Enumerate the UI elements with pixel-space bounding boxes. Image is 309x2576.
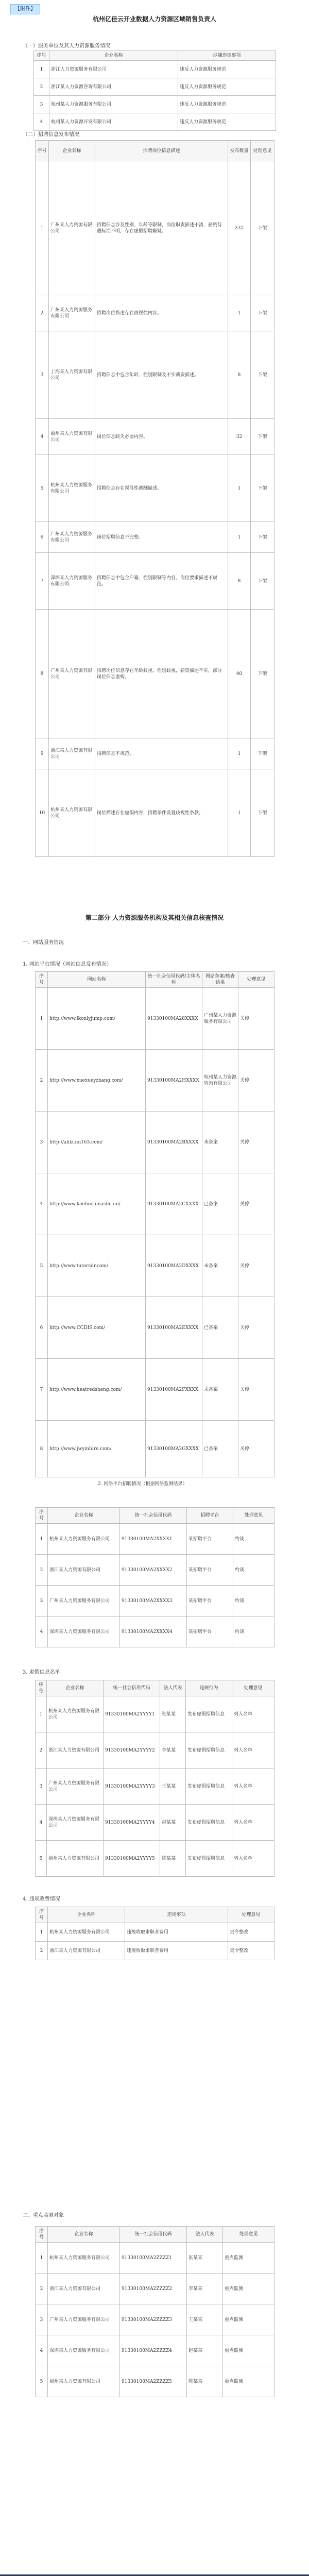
- table-cell: 1: [36, 1524, 48, 1555]
- table-cell: 3: [34, 96, 49, 113]
- table-row: [36, 1841, 274, 1877]
- table-cell: 91330100MA2ZZZZ1: [120, 2243, 187, 2274]
- table-cell: 下架: [251, 610, 274, 738]
- table-row: [36, 1923, 274, 1942]
- table-cell: 下架: [251, 455, 274, 522]
- table-cell: 91330100MA2ZZZZ2: [120, 2274, 187, 2304]
- table-cell: 杭州某人力资源有限公司: [49, 769, 95, 857]
- table-cell: 91330100MA2XXXX1: [120, 1524, 187, 1555]
- table-cell: 232: [228, 161, 251, 295]
- table-row: [36, 1805, 274, 1841]
- table-header-row: [36, 972, 274, 988]
- table-cell: 浙江某人力资源咨询有限公司: [49, 78, 178, 96]
- table-header-row: [34, 51, 276, 61]
- table-row: [34, 113, 276, 131]
- table-cell: 广州某人力资源有限公司: [49, 161, 95, 295]
- violation-fees-title: 4. 违规收费情况: [23, 1896, 60, 1902]
- notice-title: 杭州亿佳云开业数据人力资源区域销售负责人: [92, 15, 216, 23]
- table-cell: 浙江某人力资源有限公司: [47, 1732, 104, 1769]
- false-info-title: 3. 虚假信息名单: [23, 1670, 60, 1675]
- false-info-table: [35, 1680, 274, 1877]
- table-cell: 重点监测: [223, 2366, 274, 2397]
- table-cell: 列入名单: [232, 1732, 274, 1769]
- table-cell: 关停: [238, 1235, 274, 1297]
- table-cell: 上海某人力资源有限公司: [49, 331, 95, 419]
- table-cell: 91330100MA2XXXX4: [120, 1617, 187, 1647]
- table-row: [34, 96, 276, 113]
- table-row: [36, 331, 274, 419]
- table-cell: http://www.tutorsdr.com/: [48, 1235, 146, 1297]
- table-row: [36, 1696, 274, 1732]
- table-cell: 某招聘平台: [187, 1524, 233, 1555]
- network-recruitment-table: [35, 1507, 274, 1647]
- table-cell: 1: [36, 988, 48, 1050]
- table-cell: 李某某: [187, 2274, 223, 2304]
- table-cell: 5: [36, 2366, 48, 2397]
- table-cell: 4: [34, 113, 49, 131]
- table-cell: 福州某人力资源有限公司: [49, 419, 95, 455]
- table-header-row: [36, 1907, 274, 1923]
- table-cell: http://www.CCDIS.com/: [48, 1297, 146, 1359]
- table-header-cell: 招聘岗位信息描述: [95, 141, 228, 161]
- table-cell: 91330100MA2ZZZZ4: [120, 2335, 187, 2366]
- table-cell: 91330100MA2YYYY3: [104, 1769, 160, 1805]
- table-cell: 91330100MA2BXXXX: [146, 1112, 202, 1173]
- table-cell: 1: [228, 295, 251, 331]
- table-header-cell: 处理意见: [228, 1907, 274, 1923]
- table-cell: 重点监测: [223, 2335, 274, 2366]
- table-header-cell: 企业名称: [47, 1680, 104, 1696]
- table-cell: 浙江某人力资源有限公司: [48, 1942, 125, 1960]
- part1-section2-title: （二）招聘信息发布情况: [23, 132, 79, 138]
- table-cell: 福州某人力资源有限公司: [47, 1841, 104, 1877]
- table-cell: 浙江某人力资源有限公司: [48, 1555, 120, 1586]
- table-cell: 重点监测: [223, 2304, 274, 2335]
- table-cell: 责令整改: [228, 1942, 274, 1960]
- table-header-cell: 违规行为: [186, 1680, 232, 1696]
- table-cell: 关停: [238, 1421, 274, 1477]
- table-cell: 未备案: [202, 1359, 238, 1421]
- table-cell: 赵某某: [160, 1805, 186, 1841]
- table-cell: 已备案: [202, 1173, 238, 1235]
- table-cell: 9: [36, 738, 49, 769]
- table-row: [36, 1297, 274, 1359]
- table-cell: 列入名单: [232, 1769, 274, 1805]
- table-header-cell: 处理意见: [251, 141, 274, 161]
- table-cell: 91330100MA2CXXXX: [146, 1173, 202, 1235]
- table-cell: 招聘信息存在误导性薪酬描述。: [95, 455, 228, 522]
- key-monitoring-table: [35, 2226, 274, 2397]
- table-cell: 5: [36, 1841, 47, 1877]
- table-cell: 张某某: [187, 2243, 223, 2274]
- table-cell: 岗位信息缺失必要内容。: [95, 419, 228, 455]
- table-cell: 深圳某人力资源服务有限公司: [49, 553, 95, 610]
- table-cell: 下架: [251, 769, 274, 857]
- table-header-cell: 企业名称: [48, 2227, 120, 2243]
- table-cell: 已备案: [202, 1421, 238, 1477]
- table-cell: http://www.xuexueyzhang.com/: [48, 1050, 146, 1112]
- table-row: [36, 1359, 274, 1421]
- table-cell: 杭州某人力资源服务有限公司: [48, 1524, 120, 1555]
- table-header-cell: 序号: [36, 1907, 48, 1923]
- table-cell: 91330100MA2YYYY1: [104, 1696, 160, 1732]
- table-row: [36, 738, 274, 769]
- table-row: [36, 1769, 274, 1805]
- table-cell: 广州某人力资源服务有限公司: [49, 295, 95, 331]
- table-row: [36, 455, 274, 522]
- table-row: [36, 161, 274, 295]
- table-header-cell: 涉嫌违规事项: [178, 51, 276, 61]
- attachment-badge: 【附件】: [10, 4, 40, 14]
- table-cell: 王某某: [187, 2304, 223, 2335]
- key-monitoring-title: 二、重点监测对象: [23, 2213, 64, 2218]
- table-cell: 1: [34, 61, 49, 78]
- table-row: [36, 1173, 274, 1235]
- table-cell: 2: [36, 2274, 48, 2304]
- table-cell: 1: [228, 738, 251, 769]
- table-row: [36, 522, 274, 553]
- website-table: [35, 971, 274, 1477]
- table-cell: 违规收取求职者费用: [125, 1942, 228, 1960]
- table-cell: 广州某人力资源服务有限公司: [202, 988, 238, 1050]
- table-cell: 8: [36, 1421, 48, 1477]
- table-cell: 发布虚假招聘信息: [186, 1841, 232, 1877]
- table-cell: 4: [36, 1805, 47, 1841]
- table-cell: 招聘信息中包含户籍、性别限制等内容，岗位要求描述不规范。: [95, 553, 228, 610]
- part1-section1-title: （一）服务单位及其人力资源服务情况: [23, 43, 110, 49]
- table-row: [34, 78, 276, 96]
- table-cell: 2: [36, 295, 49, 331]
- table-cell: 岗位招聘信息不完整。: [95, 522, 228, 553]
- table-cell: 招聘岗位信息存在年龄歧视、性别歧视，薪资描述不实，部分岗位信息虚构。: [95, 610, 228, 738]
- table-cell: 91330100MA2EXXXX: [146, 1297, 202, 1359]
- table-cell: 张某某: [160, 1696, 186, 1732]
- table-header-cell: 法人代表: [187, 2227, 223, 2243]
- table-cell: 杭州某人力资源开发有限公司: [49, 113, 178, 131]
- table-cell: 3: [36, 2304, 48, 2335]
- table-header-cell: 企业名称: [49, 141, 95, 161]
- table-cell: 3: [36, 1586, 48, 1617]
- table-header-cell: 网站备案/核查结果: [202, 972, 238, 988]
- table-cell: 下架: [251, 738, 274, 769]
- table-cell: 浙江人力资源服务有限公司: [49, 61, 178, 78]
- table-row: [36, 295, 274, 331]
- table-header-row: [36, 141, 274, 161]
- table-row: [36, 1555, 274, 1586]
- table-cell: 40: [228, 610, 251, 738]
- table-cell: 违反人力资源服务规范: [178, 61, 276, 78]
- table-row: [36, 2366, 274, 2397]
- table-cell: 1: [228, 769, 251, 857]
- table-row: [36, 1732, 274, 1769]
- table-cell: 王某某: [160, 1769, 186, 1805]
- part2-section1-subtitle: 1. 网站平台情况（网站信息发布情况）: [23, 962, 112, 967]
- table-row: [36, 1050, 274, 1112]
- table-header-cell: 序号: [36, 141, 49, 161]
- table-cell: 关停: [238, 1112, 274, 1173]
- table-header-cell: 序号: [36, 1508, 48, 1524]
- table-cell: 列入名单: [232, 1805, 274, 1841]
- table-header-cell: 序号: [36, 2227, 48, 2243]
- table-cell: 广州某人力资源有限公司: [49, 610, 95, 738]
- table-header-cell: 处理意见: [232, 1680, 274, 1696]
- table-cell: 关停: [238, 1050, 274, 1112]
- table-cell: 7: [36, 553, 49, 610]
- table-row: [36, 1617, 274, 1647]
- table-cell: 已备案: [202, 1297, 238, 1359]
- table-cell: 4: [36, 1173, 48, 1235]
- table-cell: 4: [36, 1617, 48, 1647]
- table-cell: 招聘信息不规范。: [95, 738, 228, 769]
- table-cell: http://www.jwyinhire.com/: [48, 1421, 146, 1477]
- table-header-cell: 招聘平台: [187, 1508, 233, 1524]
- table-cell: 某招聘平台: [187, 1555, 233, 1586]
- table-cell: 3: [36, 1769, 47, 1805]
- table-header-cell: 网站名称: [48, 972, 146, 988]
- table-cell: 深圳某人力资源服务有限公司: [48, 1617, 120, 1647]
- recruitment-info-table: [35, 140, 274, 857]
- table-cell: 招聘岗位描述存在歧视性内容。: [95, 295, 228, 331]
- table-cell: 杭州某人力资源服务有限公司: [48, 1923, 125, 1942]
- table-cell: 发布虚假招聘信息: [186, 1696, 232, 1732]
- table-row: [36, 1112, 274, 1173]
- table-cell: 列入名单: [232, 1841, 274, 1877]
- table-cell: 约谈: [233, 1586, 274, 1617]
- table-row: [36, 1235, 274, 1297]
- table-cell: 2: [36, 1050, 48, 1112]
- table-cell: 6: [36, 522, 49, 553]
- table-header-cell: 序号: [36, 972, 48, 988]
- table-cell: 广州某人力资源服务有限公司: [48, 1586, 120, 1617]
- table-cell: 未备案: [202, 1235, 238, 1297]
- table-cell: 4: [36, 419, 49, 455]
- table-cell: 广州某人力资源服务有限公司: [47, 1769, 104, 1805]
- table-cell: 违反人力资源服务规范: [178, 113, 276, 131]
- table-cell: 7: [36, 1359, 48, 1421]
- table-cell: 责令整改: [228, 1923, 274, 1942]
- table-cell: 关停: [238, 1359, 274, 1421]
- table-header-row: [36, 1508, 274, 1524]
- table-row: [36, 1586, 274, 1617]
- table-cell: http://www.keehechinaslm.cn/: [48, 1173, 146, 1235]
- table-cell: 招聘信息涉及性别、年龄等限制，岗位职责描述不清，薪资待遇标注不明，存在虚假招聘嫌疑。: [95, 161, 228, 295]
- table-row: [34, 61, 276, 78]
- table-cell: 91330100MA2FXXXX: [146, 1359, 202, 1421]
- table-cell: 列入名单: [232, 1696, 274, 1732]
- table-cell: 3: [36, 1112, 48, 1173]
- table-header-cell: 发布数量: [228, 141, 251, 161]
- table-cell: 1: [36, 1923, 48, 1942]
- table-cell: 陈某某: [187, 2366, 223, 2397]
- table-cell: 5: [36, 455, 49, 522]
- table-cell: 91330100MA2ZZZZ5: [120, 2366, 187, 2397]
- table-cell: 6: [36, 1297, 48, 1359]
- table-cell: 某招聘平台: [187, 1586, 233, 1617]
- table-header-cell: 企业名称: [49, 51, 178, 61]
- table-cell: 1: [36, 1696, 47, 1732]
- table-cell: 8: [228, 331, 251, 419]
- table-cell: 约谈: [233, 1524, 274, 1555]
- table-cell: 违反人力资源服务规范: [178, 78, 276, 96]
- table-header-cell: 处理意见: [233, 1508, 274, 1524]
- table-header-cell: 法人代表: [160, 1680, 186, 1696]
- part2-title: 第二部分 人力资源服务机构及其相关信息核查情况: [85, 914, 224, 921]
- table-cell: 某招聘平台: [187, 1617, 233, 1647]
- table-cell: 杭州某人力资源服务有限公司: [49, 96, 178, 113]
- table-row: [36, 2243, 274, 2274]
- table-cell: 2: [36, 1732, 47, 1769]
- table-cell: 关停: [238, 1173, 274, 1235]
- table-header-cell: 统一社会信用代码: [104, 1680, 160, 1696]
- table-header-cell: 统一社会信用代码: [120, 1508, 187, 1524]
- table-row: [36, 2274, 274, 2304]
- table-header-cell: 处理意见: [238, 972, 274, 988]
- network-monitoring-note: 2. 网络平台招聘情况（根据网络监测结果）: [98, 1481, 187, 1487]
- table-cell: 深圳某人力资源服务有限公司: [47, 1805, 104, 1841]
- table-cell: 91330100MA2GXXXX: [146, 1421, 202, 1477]
- table-row: [36, 988, 274, 1050]
- table-header-row: [36, 2227, 274, 2243]
- table-header-cell: 企业名称: [48, 1907, 125, 1923]
- table-cell: 5: [36, 1235, 48, 1297]
- table-cell: 关停: [238, 988, 274, 1050]
- table-cell: 1: [36, 161, 49, 295]
- table-cell: 杭州某人力资源服务有限公司: [47, 1696, 104, 1732]
- table-cell: 岗位描述存在虚假内容，招聘条件设置歧视性条款。: [95, 769, 228, 857]
- table-cell: 2: [34, 78, 49, 96]
- table-cell: 91330100MA2YYYY4: [104, 1805, 160, 1841]
- table-cell: http://www.heatredsheng.com/: [48, 1359, 146, 1421]
- table-cell: 招聘信息中包含年龄、性别限制及不实薪资描述。: [95, 331, 228, 419]
- table-cell: 下架: [251, 419, 274, 455]
- table-cell: 下架: [251, 161, 274, 295]
- table-cell: 李某某: [160, 1732, 186, 1769]
- table-cell: 2: [36, 1555, 48, 1586]
- table-cell: 重点监测: [223, 2274, 274, 2304]
- table-cell: 91330100MA2HXXXX: [146, 1050, 202, 1112]
- table-cell: http://www.lkonlyjump.com/: [48, 988, 146, 1050]
- table-cell: 10: [36, 769, 49, 857]
- table-cell: 重点监测: [223, 2243, 274, 2274]
- table-cell: 91330100MA2ZZZZ3: [120, 2304, 187, 2335]
- table-header-cell: 违规事项: [125, 1907, 228, 1923]
- table-cell: 3: [36, 331, 49, 419]
- table-cell: 发布虚假招聘信息: [186, 1732, 232, 1769]
- service-units-table: [33, 50, 276, 131]
- table-row: [36, 769, 274, 857]
- table-row: [36, 2304, 274, 2335]
- table-cell: 浙江某人力资源有限公司: [48, 2274, 120, 2304]
- table-cell: 1: [228, 522, 251, 553]
- table-cell: 发布虚假招聘信息: [186, 1769, 232, 1805]
- table-cell: 杭州某人力资源服务有限公司: [49, 455, 95, 522]
- table-row: [36, 2335, 274, 2366]
- table-header-cell: 统一社会信用代码: [120, 2227, 187, 2243]
- table-cell: 陈某某: [160, 1841, 186, 1877]
- table-cell: 下架: [251, 553, 274, 610]
- table-cell: 下架: [251, 331, 274, 419]
- table-header-cell: 统一社会信用代码/主体名称: [146, 972, 202, 988]
- table-cell: 91330100MA2DXXXX: [146, 1235, 202, 1297]
- table-cell: 深圳某人力资源服务有限公司: [48, 2335, 120, 2366]
- table-cell: 8: [36, 610, 49, 738]
- table-cell: 2: [36, 1942, 48, 1960]
- table-cell: 发布虚假招聘信息: [186, 1805, 232, 1841]
- table-row: [36, 553, 274, 610]
- table-header-row: [36, 1680, 274, 1696]
- table-cell: 32: [228, 419, 251, 455]
- table-cell: 1: [228, 455, 251, 522]
- table-cell: 广州某人力资源服务有限公司: [49, 522, 95, 553]
- table-cell: 8: [228, 553, 251, 610]
- table-cell: 91330100MA2YYYY5: [104, 1841, 160, 1877]
- table-header-cell: 序号: [34, 51, 49, 61]
- table-header-cell: 处理意见: [223, 2227, 274, 2243]
- table-header-cell: 序号: [36, 1680, 47, 1696]
- table-cell: 1: [36, 2243, 48, 2274]
- table-row: [36, 419, 274, 455]
- table-cell: 赵某某: [187, 2335, 223, 2366]
- table-cell: 下架: [251, 295, 274, 331]
- table-cell: 下架: [251, 522, 274, 553]
- table-row: [36, 1942, 274, 1960]
- table-cell: 91330100MA28XXXX: [146, 988, 202, 1050]
- table-cell: 杭州某人力资源咨询有限公司: [202, 1050, 238, 1112]
- table-cell: 约谈: [233, 1617, 274, 1647]
- table-cell: 福州某人力资源有限公司: [48, 2366, 120, 2397]
- table-cell: 杭州某人力资源服务有限公司: [48, 2243, 120, 2274]
- table-cell: 4: [36, 2335, 48, 2366]
- table-cell: 未备案: [202, 1112, 238, 1173]
- table-cell: 91330100MA2XXXX2: [120, 1555, 187, 1586]
- table-cell: 违反人力资源服务规范: [178, 96, 276, 113]
- table-cell: 违规收取求职者费用: [125, 1923, 228, 1942]
- table-header-cell: 企业名称: [48, 1508, 120, 1524]
- table-cell: 91330100MA2YYYY2: [104, 1732, 160, 1769]
- table-cell: 约谈: [233, 1555, 274, 1586]
- table-row: [36, 610, 274, 738]
- table-cell: http://ahlz.nn163.com/: [48, 1112, 146, 1173]
- table-cell: 浙江某人力资源有限公司: [49, 738, 95, 769]
- table-row: [36, 1421, 274, 1477]
- table-row: [36, 1524, 274, 1555]
- table-cell: 关停: [238, 1297, 274, 1359]
- table-cell: 91330100MA2XXXX3: [120, 1586, 187, 1617]
- violation-fees-table: [35, 1907, 274, 1960]
- part2-section1-title: 一、网站服务情况: [23, 940, 64, 946]
- table-cell: 广州某人力资源服务有限公司: [48, 2304, 120, 2335]
